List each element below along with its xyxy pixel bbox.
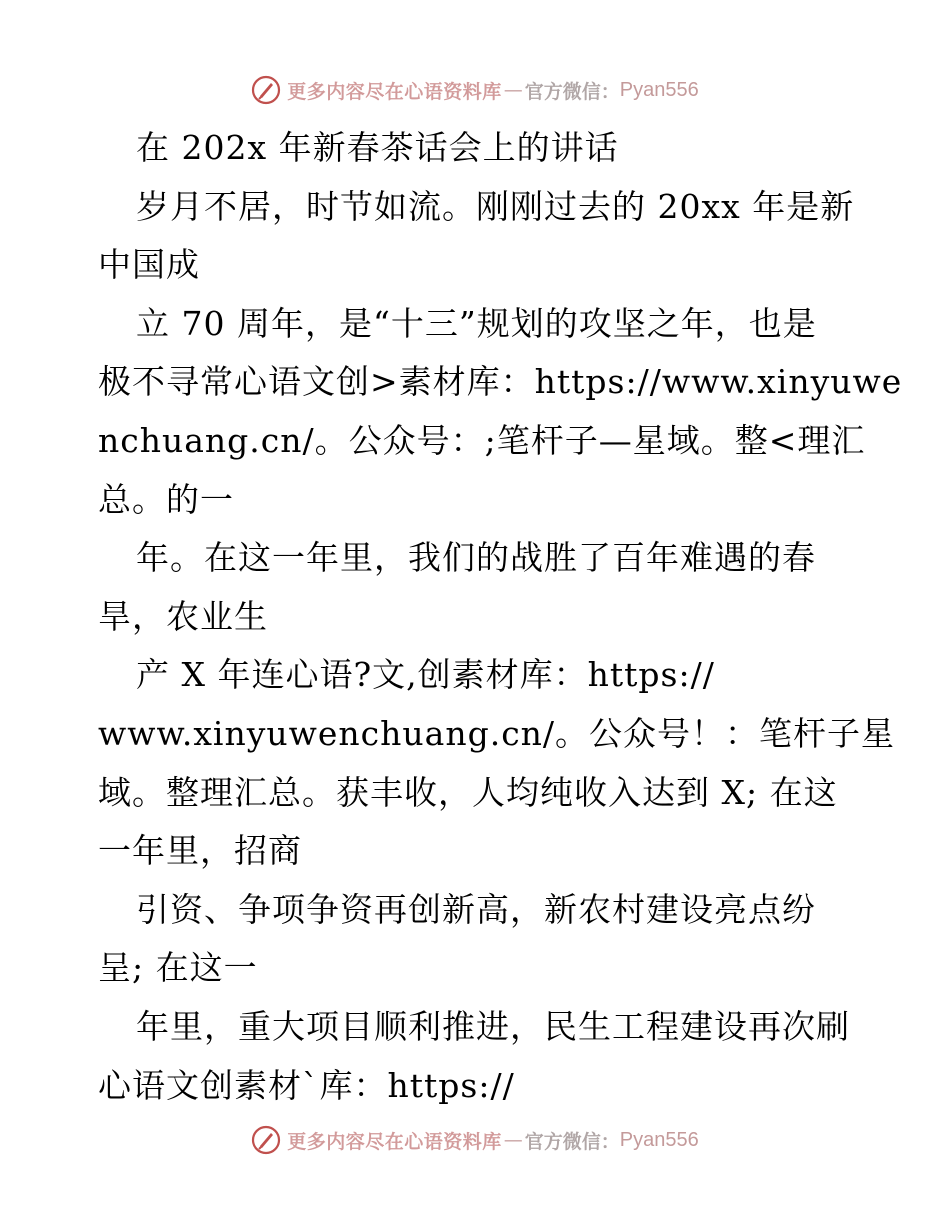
- banner-wechat-label: 官方微信：: [524, 1130, 620, 1153]
- quill-logo-icon: [251, 1125, 281, 1155]
- text-line: 年里，重大项目顺利推进，民生工程建设再次刷: [136, 1006, 850, 1046]
- text-line: 总。的一: [98, 479, 234, 519]
- text-line: 年。在这一年里，我们的战胜了百年难遇的春: [136, 538, 816, 578]
- text-line: 产 X 年连心语?文,创素材库：https://: [136, 655, 715, 695]
- banner-wechat-label: 官方微信：: [524, 80, 620, 103]
- banner-text: 更多内容尽在心语资料库: [287, 1130, 502, 1153]
- text-line: 心语文创素材`库：https://: [98, 1065, 515, 1105]
- banner-separator: —: [503, 1129, 523, 1151]
- banner-wechat-id: Pyan556: [619, 78, 699, 101]
- text-line: 域。整理汇总。获丰收，人均纯收入达到 X; 在这: [98, 772, 838, 812]
- text-line: 立 70 周年，是“十三”规划的攻坚之年，也是: [136, 303, 817, 343]
- banner-wechat-id: Pyan556: [619, 1128, 699, 1151]
- text-line: 中国成: [98, 245, 200, 285]
- text-line: 旱，农业生: [98, 596, 268, 636]
- document-title: 在 202x 年新春茶话会上的讲话: [136, 128, 619, 167]
- footer-banner: [0, 1120, 950, 1160]
- text-line: 岁月不居，时节如流。刚刚过去的 20xx 年是新: [136, 186, 855, 226]
- text-line: 一年里，招商: [98, 831, 302, 871]
- header-banner: [0, 70, 950, 110]
- text-line: www.xinyuwenchuang.cn/。公众号！：笔杆子星: [98, 713, 896, 753]
- text-line: 呈; 在这一: [98, 948, 258, 988]
- text-line: 极不寻常心语文创>素材库：https://www.xinyuwe: [98, 362, 903, 402]
- banner-separator: —: [503, 79, 523, 101]
- banner-text: 更多内容尽在心语资料库: [287, 80, 502, 103]
- text-line: 引资、争项争资再创新高，新农村建设亮点纷: [136, 889, 816, 929]
- document-body: [98, 119, 903, 1115]
- text-line: nchuang.cn/。公众号：;笔杆子—星域。整<理汇: [98, 420, 866, 460]
- quill-logo-icon: [251, 75, 281, 105]
